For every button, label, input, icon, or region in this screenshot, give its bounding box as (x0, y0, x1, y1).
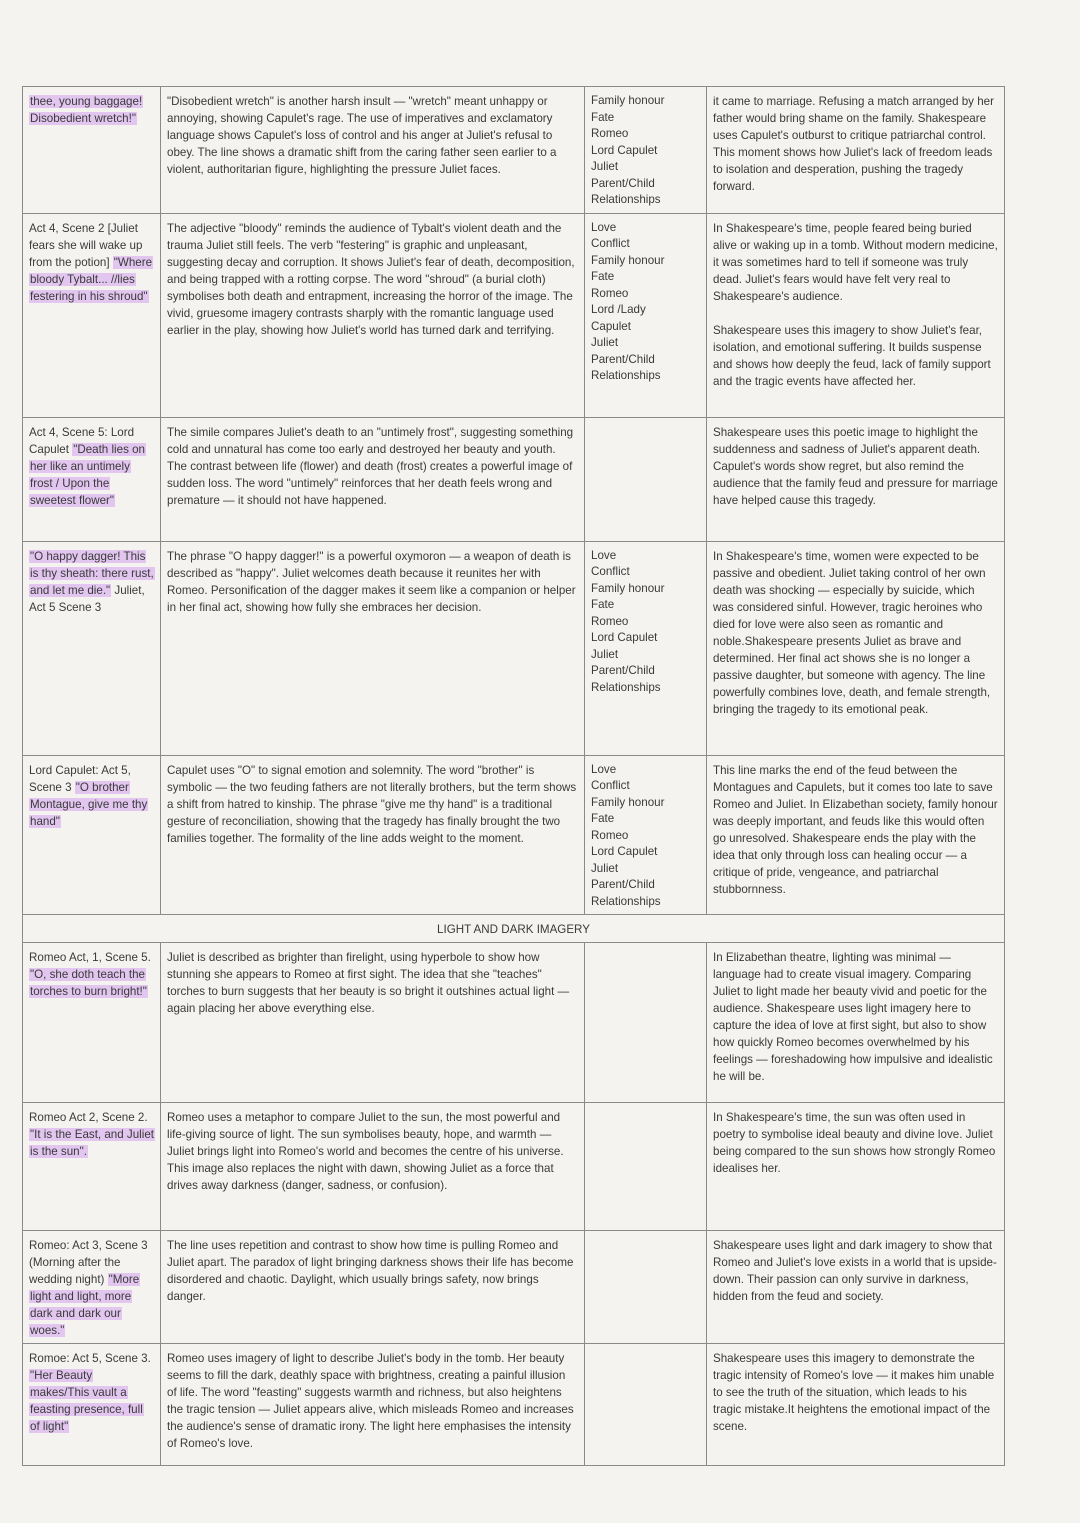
quote-highlight: "Death lies on her like an untimely frost / Upon the sweetest flower" (30, 442, 145, 507)
context-cell: Shakespeare uses light and dark imagery to show that Romeo and Juliet's love exists in a world that is upside-down. Their passion can only survive in darkness, hidden from the feud and society. (707, 1231, 1005, 1344)
table-row (23, 213, 1005, 417)
scene-reference: Romeo Act 2, Scene 2. (29, 1111, 148, 1124)
theme-item: Lord Capulet (591, 845, 658, 858)
quote-highlight: "O happy dagger! This is thy sheath: there rust, and let me die." (30, 549, 154, 597)
theme-item: Fate (591, 270, 615, 283)
theme-item: Family honour (591, 253, 665, 267)
quote-highlight: "Her Beauty makes/This vault a feasting presence, full of light" (30, 1369, 143, 1433)
table-row (23, 87, 1005, 214)
analysis-cell: The simile compares Juliet's death to an "untimely frost", suggesting something cold and unnatural has come too early and destroyed her beauty and youth. The contrast between life (flower) and death (frost) creates a powerful image of sudden loss. The word "untimely" reinforces that her death feels wrong and premature — it should not have happened. (161, 417, 585, 541)
theme-item: Lord Capulet (591, 143, 658, 157)
quote-cell (23, 1231, 161, 1344)
quote-cell (23, 1103, 161, 1231)
theme-item: Parent/Child (591, 878, 655, 891)
quote-highlight: thee, young baggage! Disobedient wretch!" (30, 95, 143, 125)
quote-highlight: "Where bloody Tybalt... //lies festering in his shroud" (30, 255, 153, 303)
table-row (23, 541, 1005, 755)
section-heading: LIGHT AND DARK IMAGERY (23, 915, 1005, 943)
scene-reference: Romoe: Act 5, Scene 3. (29, 1352, 151, 1365)
theme-item: Love (591, 762, 617, 776)
theme-item: Romeo (591, 286, 629, 300)
theme-item: Juliet (591, 861, 619, 875)
theme-item: Relationships (591, 193, 661, 206)
themes-cell (585, 417, 707, 541)
analysis-cell: Romeo uses a metaphor to compare Juliet to the sun, the most powerful and life-giving source of light. The sun symbolises beauty, hope, and warmth — Juliet brings light into Romeo's world and becomes the centre of his universe. This image also replaces the night with dawn, showing Juliet as a force that drives away darkness (danger, sadness, or confusion). (161, 1103, 585, 1231)
theme-item: Juliet (591, 647, 619, 661)
theme-item: Juliet (591, 160, 619, 173)
theme-item: Love (591, 548, 617, 562)
analysis-cell: "Disobedient wretch" is another harsh insult — "wretch" meant unhappy or annoying, showing Capulet's rage. The use of imperatives and exclamatory language shows Capulet's loss of control and his anger at Juliet's refusal to obey. The line shows a dramatic shift from the caring father seen earlier to a violent, authoritarian figure, highlighting the pressure Juliet faces. (161, 87, 585, 214)
context-cell: In Shakespeare's time, people feared being buried alive or waking up in a tomb. Without modern medicine, it was sometimes hard to tell if someone was truly dead. Juliet's fears would have felt very real to Shakespeare's audience. Shakespeare uses this imagery to show Juliet's fear, isolation, and emotional suffering. It builds suspense and shows how deeply the feud, lack of family support and the tragic events have affected her. (707, 213, 1005, 417)
theme-item: Love (591, 220, 617, 234)
theme-item: Fate (591, 598, 615, 611)
theme-item: Family honour (591, 795, 665, 809)
theme-item: Parent/Child (591, 664, 655, 677)
theme-item: Lord /Lady (591, 303, 646, 316)
context-cell: Shakespeare uses this imagery to demonstrate the tragic intensity of Romeo's love — it makes him unable to see the truth of the situation, which leads to his tragic mistake.It heightens the emotional impact of the scene. (707, 1344, 1005, 1466)
quote-cell (23, 541, 161, 755)
themes-cell (585, 943, 707, 1103)
analysis-cell: Juliet is described as brighter than firelight, using hyperbole to show how stunning she appears to Romeo at first sight. The idea that she "teaches" torches to burn suggests that her beauty is so bright it outshines actual light — again placing her above everything else. (161, 943, 585, 1103)
context-cell: Shakespeare uses this poetic image to highlight the suddenness and sadness of Juliet's apparent death. Capulet's words show regret, but also remind the audience that the family feud and pressure for marriage have helped cause this tragedy. (707, 417, 1005, 541)
quote-cell (23, 87, 161, 214)
analysis-cell: The phrase "O happy dagger!" is a powerful oxymoron — a weapon of death is described as "happy". Juliet welcomes death because it reunites her with Romeo. Personification of the dagger makes it seem like a companion or helper in her final act, showing how fully she embraces her decision. (161, 541, 585, 755)
analysis-cell: The adjective "bloody" reminds the audience of Tybalt's violent death and the trauma Juliet still feels. The verb "festering" is graphic and unpleasant, suggesting decay and corruption. It shows Juliet's fear of death, decomposition, and being trapped with a rotting corpse. The word "shroud" (a burial cloth) symbolises both death and entrapment, increasing the horror of the image. The vivid, gruesome imagery contrasts sharply with the romantic language used earlier in the play, showing how Juliet's world has turned dark and terrifying. (161, 213, 585, 417)
theme-item: Relationships (591, 680, 661, 694)
theme-item: Fate (591, 110, 615, 124)
analysis-cell: Capulet uses "O" to signal emotion and solemnity. The word "brother" is symbolic — the two feuding fathers are not literally brothers, but the term shows a shift from hatred to kinship. The phrase "give me thy hand" is a traditional gesture of reconciliation, showing that the tragedy has finally brought the two families together. The formality of the line adds weight to the moment. (161, 755, 585, 915)
quote-highlight: "O brother Montague, give me thy hand" (30, 780, 148, 828)
scene-reference: Lord Capulet: Act 5, Scene 3 (29, 763, 131, 794)
theme-item: Fate (591, 812, 615, 825)
quote-cell (23, 417, 161, 541)
theme-item: Family honour (591, 94, 665, 107)
context-cell: In Elizabethan theatre, lighting was minimal — language had to create visual imagery. Comparing Juliet to light made her beauty vivid and poetic for the audience. Shakespeare uses light imagery here to capture the idea of love at first sight, but also to show how quickly Romeo becomes overwhelmed by his feelings — foreshadowing how impulsive and idealistic he will be. (707, 943, 1005, 1103)
theme-item: Capulet (591, 319, 631, 333)
context-cell: In Shakespeare's time, the sun was often used in poetry to symbolise ideal beauty and divine love. Juliet being compared to the sun shows how strongly Romeo idealises her. (707, 1103, 1005, 1231)
quote-highlight: "More light and light, more dark and dark our woes." (30, 1273, 140, 1337)
themes-cell (585, 1231, 707, 1344)
theme-item: Family honour (591, 581, 665, 595)
table-row (23, 1103, 1005, 1231)
quote-cell (23, 755, 161, 915)
theme-item: Romeo (591, 127, 629, 140)
quote-cell (23, 943, 161, 1103)
quote-highlight: "O, she doth teach the torches to burn bright!" (30, 968, 147, 998)
theme-item: Lord Capulet (591, 631, 658, 644)
theme-item: Relationships (591, 894, 661, 908)
theme-item: Romeo (591, 614, 629, 628)
table-row (23, 943, 1005, 1103)
scene-reference: Romeo Act, 1, Scene 5. (29, 951, 151, 964)
context-cell: it came to marriage. Refusing a match arranged by her father would bring shame on the family. Shakespeare uses Capulet's outburst to critique patriarchal control. This moment shows how Juliet's lack of freedom leads to isolation and desperation, pushing the tragedy forward. (707, 87, 1005, 214)
scene-reference: Juliet, Act 5 Scene 3 (29, 583, 145, 614)
quotes-table (22, 86, 1005, 1466)
quote-cell (23, 1344, 161, 1466)
context-cell: This line marks the end of the feud between the Montagues and Capulets, but it comes too late to save Romeo and Juliet. In Elizabethan society, family honour was deeply important, and feuds like this would often go unresolved. Shakespeare ends the play with the idea that only through loss can healing occur — a critique of pride, vengeance, and patriarchal stubbornness. (707, 755, 1005, 915)
themes-cell (585, 541, 707, 755)
theme-item: Parent/Child (591, 352, 655, 366)
table-row (23, 1231, 1005, 1344)
scene-reference: Act 4, Scene 5: Lord Capulet (29, 425, 135, 456)
table-row (23, 1344, 1005, 1466)
quote-highlight: "It is the East, and Juliet is the sun". (30, 1128, 154, 1158)
section-header-row (23, 915, 1005, 943)
theme-item: Conflict (591, 237, 630, 250)
table-row (23, 417, 1005, 541)
scene-reference: Act 4, Scene 2 [Juliet fears she will wake up from the potion] (29, 221, 143, 269)
theme-item: Parent/Child (591, 176, 655, 190)
theme-item: Conflict (591, 779, 630, 792)
themes-cell (585, 1103, 707, 1231)
analysis-cell: The line uses repetition and contrast to show how time is pulling Romeo and Juliet apart. The paradox of light bringing darkness shows their life has become disordered and chaotic. Daylight, which usually brings safety, now brings danger. (161, 1231, 585, 1344)
theme-item: Relationships (591, 369, 661, 382)
quote-cell (23, 213, 161, 417)
table-row (23, 755, 1005, 915)
themes-cell (585, 1344, 707, 1466)
themes-cell (585, 213, 707, 417)
theme-item: Conflict (591, 565, 630, 578)
theme-item: Romeo (591, 828, 629, 842)
themes-cell (585, 755, 707, 915)
analysis-cell: Romeo uses imagery of light to describe Juliet's body in the tomb. Her beauty seems to fill the dark, deathly space with brightness, creating a painful illusion of life. The word "feasting" suggests warmth and richness, but also heightens the tragic tension — Juliet appears alive, which misleads Romeo and increases the audience's sense of dramatic irony. The light here emphasises the intensity of Romeo's love. (161, 1344, 585, 1466)
theme-item: Juliet (591, 336, 619, 349)
themes-cell (585, 87, 707, 214)
context-cell: In Shakespeare's time, women were expected to be passive and obedient. Juliet taking control of her own death was shocking — especially by suicide, which was considered sinful. However, tragic heroines who died for love were also seen as romantic and noble.Shakespeare presents Juliet as brave and determined. Her final act shows she is no longer a passive daughter, but someone with agency. The line powerfully combines love, death, and female strength, bringing the tragedy to its emotional peak. (707, 541, 1005, 755)
scene-reference: Romeo: Act 3, Scene 3 (Morning after the wedding night) (29, 1239, 148, 1286)
